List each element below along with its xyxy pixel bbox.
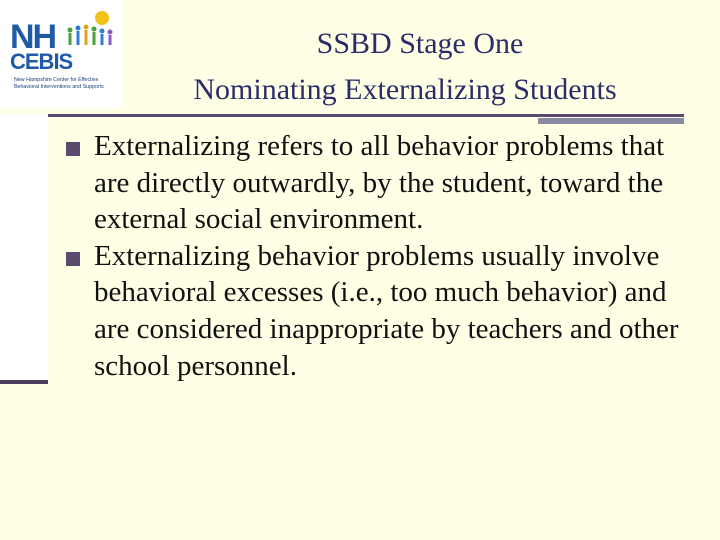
logo-subtitle: New Hampshire Center for Effective Behavioral Interventions and Supports — [14, 77, 104, 90]
left-panel — [0, 114, 48, 384]
bullet-item — [60, 128, 700, 238]
left-panel-divider — [0, 380, 48, 384]
logo-nh-text: NH — [10, 18, 56, 56]
bullet-text: Externalizing refers to all behavior problems that are directly outwardly, by the student, toward the external social environment. — [94, 130, 665, 236]
slide-title-line1: SSBD Stage One — [316, 27, 524, 60]
square-bullet-icon — [66, 142, 80, 156]
square-bullet-icon — [66, 252, 80, 266]
slide-title-line2: Nominating Externalizing Students — [193, 73, 617, 106]
title-divider — [32, 114, 684, 117]
nh-cebis-logo — [0, 0, 122, 108]
title-divider-accent — [538, 118, 684, 124]
bullet-list — [60, 128, 700, 384]
bullet-text: Externalizing behavior problems usually involve behavioral excesses (i.e., too much behavior) and are considered inappropriate by teachers and other school personnel. — [94, 239, 679, 382]
bullet-item — [60, 238, 700, 384]
logo-cebis-text: CEBIS — [10, 49, 73, 74]
people-figures-icon — [62, 10, 118, 50]
